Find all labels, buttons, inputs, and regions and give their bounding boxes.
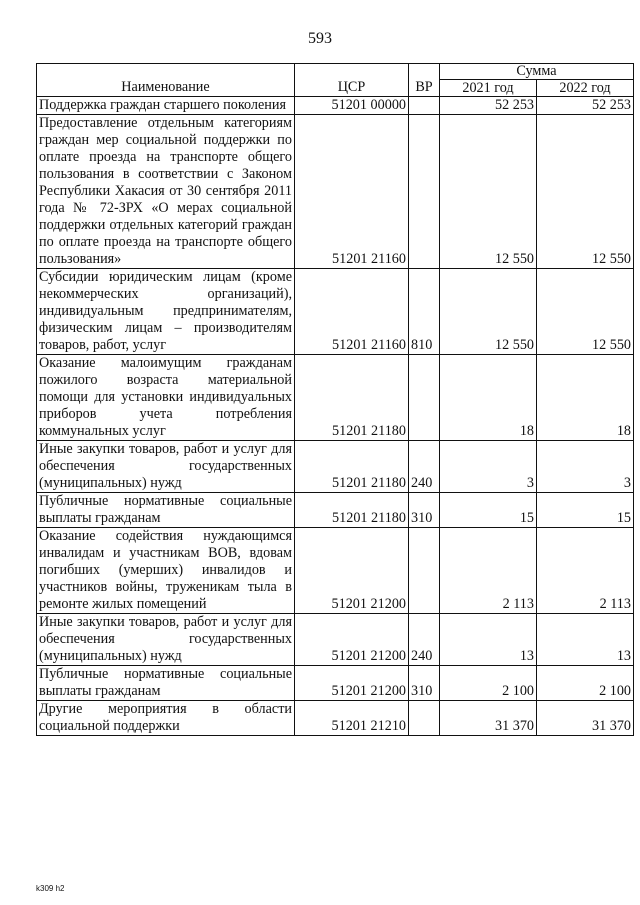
header-vr: ВР	[409, 64, 440, 97]
row-csr: 51201 21180	[295, 441, 409, 493]
row-vr	[409, 97, 440, 115]
row-amount-2021: 3	[440, 441, 537, 493]
row-vr	[409, 528, 440, 614]
table-header	[37, 64, 634, 97]
row-vr	[409, 701, 440, 736]
row-name: Оказание малоимущим гражданам пожилого возраста материальной помощи для установки индивидуальных приборов учета потребления коммунальных услуг	[37, 355, 295, 441]
row-name: Другие мероприятия в области социальной поддержки	[37, 701, 295, 736]
row-vr: 240	[409, 441, 440, 493]
row-csr: 51201 21160	[295, 115, 409, 269]
table-row	[37, 701, 634, 736]
table-row	[37, 269, 634, 355]
table-row	[37, 528, 634, 614]
row-csr: 51201 21160	[295, 269, 409, 355]
header-year-2022: 2022 год	[537, 80, 634, 97]
row-name: Поддержка граждан старшего поколения	[37, 97, 295, 115]
row-amount-2021: 15	[440, 493, 537, 528]
table-row	[37, 614, 634, 666]
row-amount-2022: 18	[537, 355, 634, 441]
header-sum: Сумма	[440, 64, 634, 80]
row-vr: 240	[409, 614, 440, 666]
row-amount-2021: 31 370	[440, 701, 537, 736]
row-amount-2022: 12 550	[537, 115, 634, 269]
row-amount-2021: 12 550	[440, 115, 537, 269]
row-amount-2021: 2 113	[440, 528, 537, 614]
table-row	[37, 115, 634, 269]
row-amount-2022: 13	[537, 614, 634, 666]
table-body	[37, 97, 634, 736]
row-name: Иные закупки товаров, работ и услуг для обеспечения государственных (муниципальных) нужд	[37, 614, 295, 666]
row-name: Иные закупки товаров, работ и услуг для обеспечения государственных (муниципальных) нужд	[37, 441, 295, 493]
page-number: 593	[308, 30, 332, 47]
row-amount-2022: 2 100	[537, 666, 634, 701]
row-amount-2022: 31 370	[537, 701, 634, 736]
row-amount-2022: 52 253	[537, 97, 634, 115]
row-vr	[409, 355, 440, 441]
budget-table	[36, 63, 634, 736]
row-csr: 51201 21200	[295, 528, 409, 614]
row-amount-2022: 2 113	[537, 528, 634, 614]
header-year-2021: 2021 год	[440, 80, 537, 97]
row-amount-2022: 12 550	[537, 269, 634, 355]
row-vr: 310	[409, 493, 440, 528]
row-name: Публичные нормативные социальные выплаты гражданам	[37, 666, 295, 701]
footer-code: k309 h2	[36, 884, 65, 893]
row-amount-2021: 2 100	[440, 666, 537, 701]
row-amount-2021: 12 550	[440, 269, 537, 355]
row-amount-2021: 18	[440, 355, 537, 441]
row-amount-2021: 52 253	[440, 97, 537, 115]
header-csr: ЦСР	[295, 64, 409, 97]
row-csr: 51201 21180	[295, 493, 409, 528]
table-row	[37, 441, 634, 493]
row-amount-2022: 3	[537, 441, 634, 493]
row-amount-2022: 15	[537, 493, 634, 528]
row-vr: 310	[409, 666, 440, 701]
row-vr	[409, 115, 440, 269]
row-vr: 810	[409, 269, 440, 355]
row-csr: 51201 21210	[295, 701, 409, 736]
row-name: Предоставление отдельным категориям граждан мер социальной поддержки по оплате проезда на транспорте общего пользования в соответствии с Законом Республики Хакасия от 30 сентября 2011 года № 72-ЗРХ «О мерах социальной поддержки отдельных категорий граждан по оплате проезда на транспорте общего пользования»	[37, 115, 295, 269]
row-csr: 51201 21200	[295, 614, 409, 666]
row-csr: 51201 21180	[295, 355, 409, 441]
table-row	[37, 97, 634, 115]
table-row	[37, 355, 634, 441]
row-csr: 51201 00000	[295, 97, 409, 115]
row-amount-2021: 13	[440, 614, 537, 666]
table-row	[37, 666, 634, 701]
row-name: Субсидии юридическим лицам (кроме некоммерческих организаций), индивидуальным предпринимателям, физическим лицам – производителям товаров, работ, услуг	[37, 269, 295, 355]
row-name: Публичные нормативные социальные выплаты гражданам	[37, 493, 295, 528]
header-name: Наименование	[37, 64, 295, 97]
row-csr: 51201 21200	[295, 666, 409, 701]
row-name: Оказание содействия нуждающимся инвалидам и участникам ВОВ, вдовам погибших (умерших) инвалидов и участников войны, труженикам тыла в ремонте жилых помещений	[37, 528, 295, 614]
table-row	[37, 493, 634, 528]
